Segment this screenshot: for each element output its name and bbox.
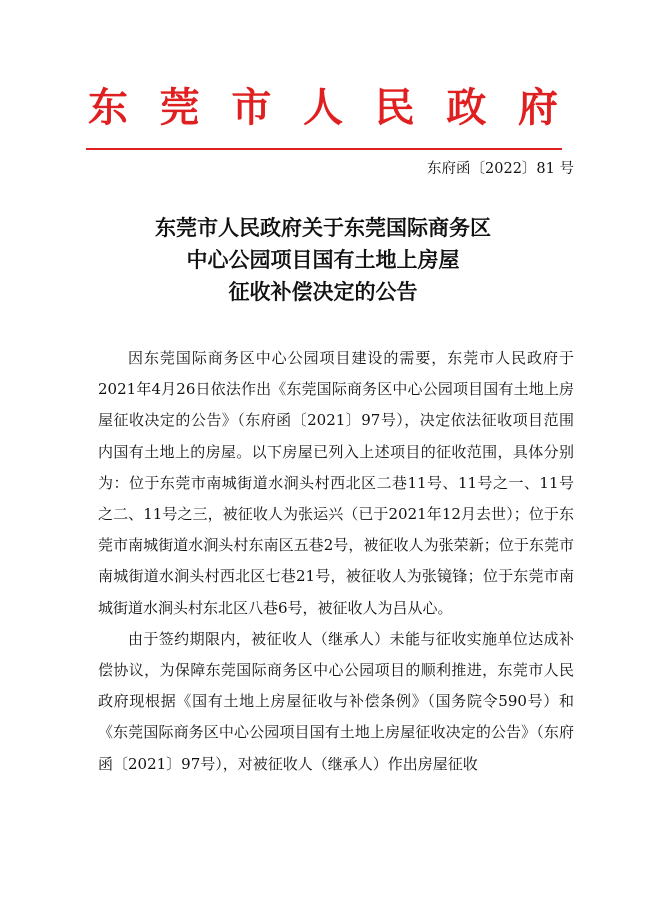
red-separator-line <box>86 148 562 150</box>
body-paragraph-2: 由于签约期限内，被征收人（继承人）未能与征收实施单位达成补偿协议，为保障东莞国际商务区中心公园项目的顺利推进，东莞市人民政府现根据《国有土地上房屋征收与补偿条例》（国务院令590号）和《东莞国际商务区中心公园项目国有土地上房屋征收决定的公告》（东府函〔2021〕97号），对被征收人（继承人）作出房屋征收 <box>98 629 574 773</box>
title-line-1: 东莞市人民政府关于东莞国际商务区 <box>155 215 491 240</box>
document-title <box>60 212 586 308</box>
document-body <box>98 343 574 780</box>
title-line-2: 中心公园项目国有土地上房屋 <box>186 247 460 272</box>
issuer-header: 东 莞 市 人 民 政 府 <box>88 84 558 131</box>
document-number: 东府函〔2022〕81 号 <box>427 161 574 177</box>
title-line-3: 征收补偿决定的公告 <box>228 279 418 304</box>
body-paragraph-1: 因东莞国际商务区中心公园项目建设的需要，东莞市人民政府于2021年4月26日依法作出《东莞国际商务区中心公园项目国有土地上房屋征收决定的公告》（东府函〔2021〕97号），决定依法征收项目范围内国有土地上的房屋。以下房屋已列入上述项目的征收范围，具体分别为：位于东莞市南城街道水涧头村西北区二巷11号、11号之一、11号之二、11号之三，被征收人为张运兴（已于2021年12月去世）；位于东莞市南城街道水涧头村东南区五巷2号，被征收人为张荣新；位于东莞市南城街道水涧头村西北区七巷21号，被征收人为张镜锋；位于东莞市南城街道水涧头村东北区八巷6号，被征收人为吕从心。 <box>98 349 574 617</box>
